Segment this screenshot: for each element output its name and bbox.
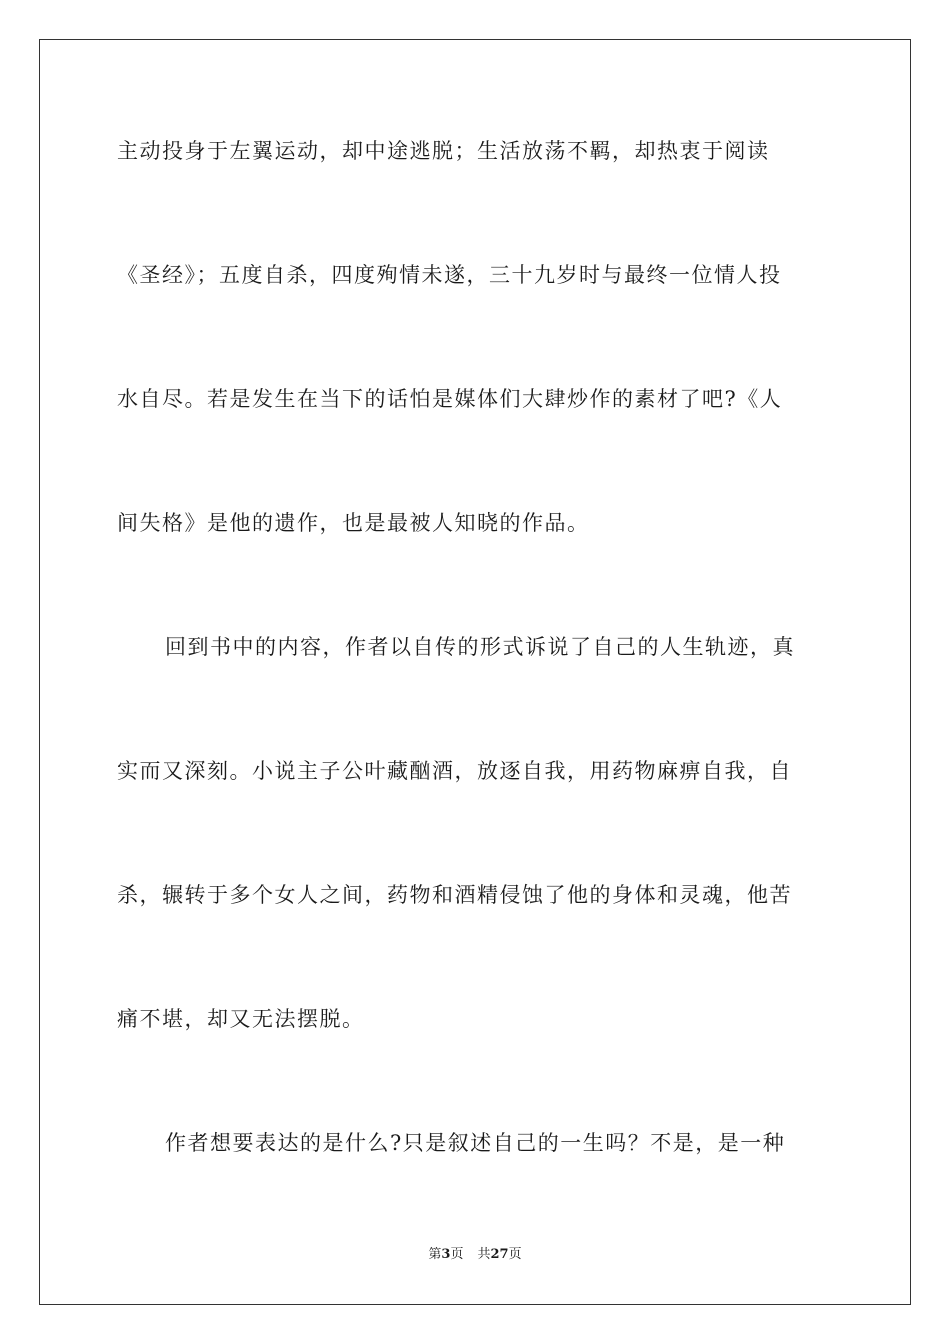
paragraph-line-2: 《圣经》；五度自杀，四度殉情未遂，三十九岁时与最终一位情人投: [117, 263, 782, 287]
page-suffix: 页: [450, 1247, 464, 1262]
page-prefix: 第: [428, 1247, 442, 1262]
paragraph-line-4: 间失格》是他的遗作，也是最被人知晓的作品。: [117, 511, 590, 535]
paragraph-line-6: 实而又深刻。小说主子公叶藏酗酒，放逐自我，用药物麻痹自我，自: [117, 759, 792, 783]
page-border: [39, 39, 911, 1305]
paragraph-line-1: 主动投身于左翼运动，却中途逃脱；生活放荡不羁，却热衷于阅读: [117, 139, 770, 163]
paragraph-line-8: 痛不堪，却又无法摆脱。: [117, 1007, 365, 1031]
paragraph-line-7: 杀，辗转于多个女人之间，药物和酒精侵蚀了他的身体和灵魂，他苦: [117, 883, 792, 907]
page-footer: [0, 1246, 950, 1264]
page-number: 3: [441, 1247, 451, 1262]
total-prefix: 共: [477, 1247, 491, 1262]
total-pages: 27: [490, 1247, 509, 1262]
paragraph-line-3: 水自尽。若是发生在当下的话怕是媒体们大肆炒作的素材了吧?《人: [117, 387, 783, 411]
total-suffix: 页: [508, 1247, 522, 1262]
paragraph-line-9: 作者想要表达的是什么?只是叙述自己的一生吗？不是，是一种: [165, 1131, 786, 1155]
paragraph-line-5: 回到书中的内容，作者以自传的形式诉说了自己的人生轨迹，真: [165, 635, 795, 659]
